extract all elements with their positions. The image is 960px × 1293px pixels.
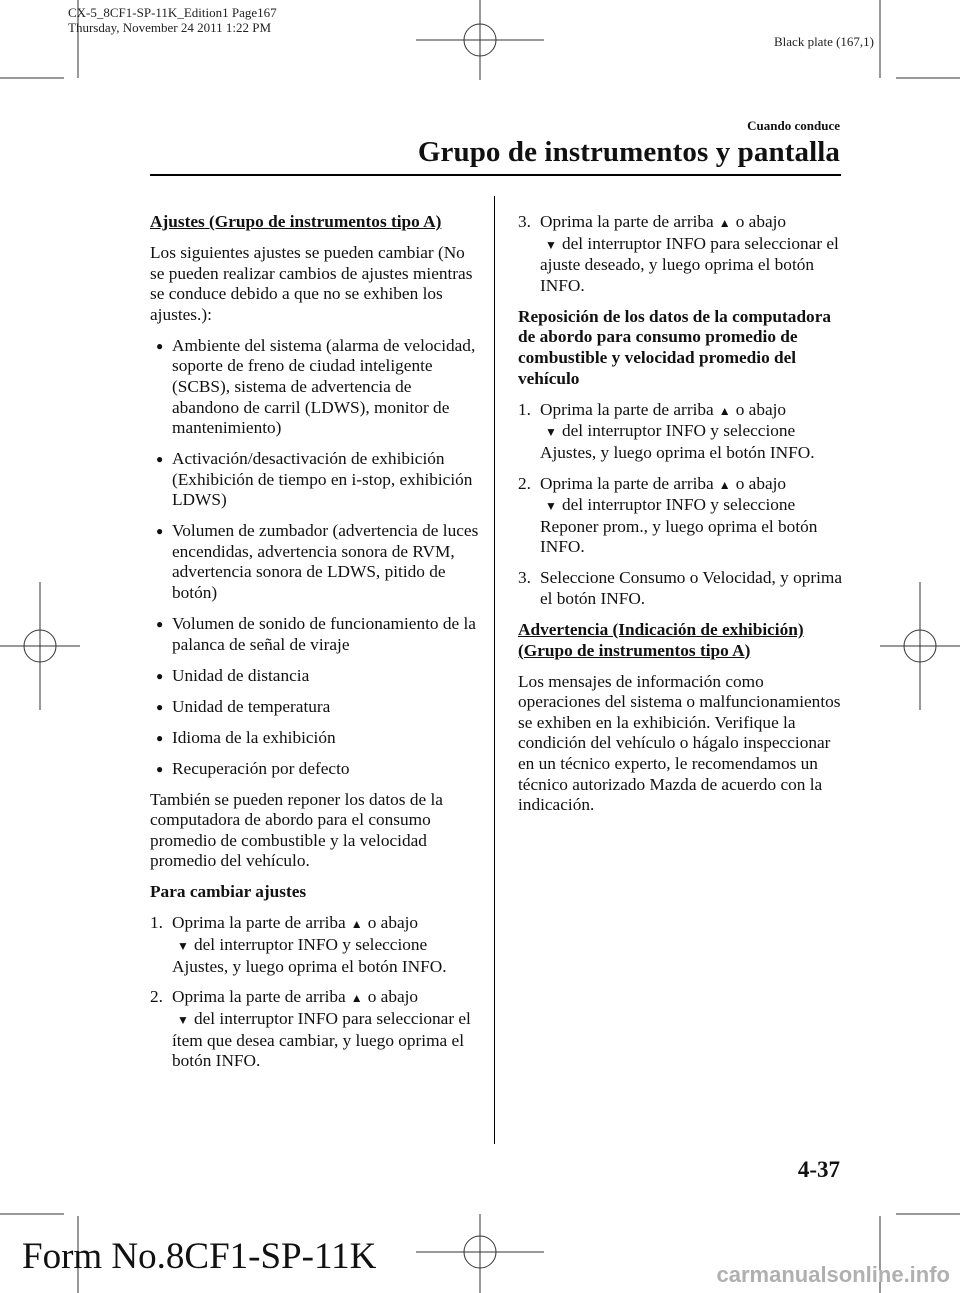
- step-text-a: Oprima la parte de arriba: [540, 212, 714, 231]
- print-meta-date: Thursday, November 24 2011 1:22 PM: [68, 20, 272, 35]
- watermark: carmanualsonline.info: [716, 1262, 950, 1287]
- bullet-icon: ●: [156, 452, 164, 467]
- header-rule: [150, 174, 841, 176]
- step-item: [518, 568, 843, 609]
- step-text-c: del interruptor INFO para seleccionar el ítem que desea cambiar, y luego oprima el botón INFO.: [172, 1009, 471, 1071]
- step-item: [518, 474, 843, 558]
- settings-intro: Los siguientes ajustes se pueden cambiar (No se pueden realizar cambios de ajustes mientras se conduce debido a que no se exhiben los ajustes.):: [150, 242, 473, 324]
- step-text-a: Oprima la parte de arriba: [172, 987, 346, 1007]
- list-item-text: Activación/desactivación de exhibición (Exhibición de tiempo en i-stop, exhibición LDWS): [172, 449, 473, 510]
- reset-note: También se pueden reponer los datos de la computadora de abordo para el consumo promedio de combustible y la velocidad promedio del vehículo.: [150, 789, 443, 871]
- list-item-text: Unidad de temperatura: [172, 696, 331, 716]
- list-item: [150, 697, 480, 718]
- step-text: Seleccione Consumo o Velocidad, y oprima el botón INFO.: [540, 568, 843, 609]
- step-text-b: o abajo: [367, 987, 419, 1007]
- step-text-b: o abajo: [735, 473, 787, 493]
- down-arrow-icon: ▼: [177, 938, 189, 953]
- list-item-text: Idioma de la exhibición: [172, 727, 336, 747]
- list-item-text: Recuperación por defecto: [172, 758, 350, 778]
- list-item: [150, 449, 480, 511]
- up-arrow-icon: ▲: [718, 477, 731, 492]
- list-item: [150, 728, 480, 749]
- plate-label: Black plate (167,1): [774, 34, 874, 49]
- down-arrow-icon: ▼: [545, 237, 557, 252]
- up-arrow-icon: ▲: [718, 216, 731, 230]
- up-arrow-icon: ▲: [718, 403, 731, 418]
- print-meta-file: CX-5_8CF1-SP-11K_Edition1 Page167: [68, 5, 277, 20]
- section-label: Cuando conduce: [747, 118, 840, 133]
- step-number: 1.: [150, 913, 163, 933]
- warning-text: Los mensajes de información como operaciones del sistema o malfuncionamientos se exhiben en la exhibición. Verifique la condición del vehículo o hágalo inspeccionar en un técnico experto, le recomendamos un técnico autorizado Mazda de acuerdo con la indicación.: [518, 671, 841, 815]
- bullet-icon: ●: [156, 524, 164, 539]
- list-item: [150, 666, 480, 687]
- list-item: [150, 336, 480, 439]
- bullet-icon: ●: [156, 338, 164, 353]
- bullet-icon: ●: [156, 730, 164, 745]
- step-text-c: del interruptor INFO y seleccione Ajustes, y luego oprima el botón INFO.: [172, 934, 447, 976]
- step-number: 2.: [518, 473, 531, 493]
- step-item: [150, 913, 480, 977]
- page-number: 4-37: [797, 1157, 840, 1182]
- down-arrow-icon: ▼: [177, 1013, 189, 1028]
- bullet-icon: ●: [156, 699, 164, 714]
- step-text-b: o abajo: [367, 913, 419, 933]
- list-item-text: Volumen de zumbador (advertencia de luces encendidas, advertencia sonora de RVM, advertencia sonora de LDWS, pitido de botón): [172, 521, 479, 603]
- bullet-icon: ●: [156, 617, 164, 632]
- step-text-c: del interruptor INFO y seleccione Reponer prom., y luego oprima el botón INFO.: [540, 495, 818, 557]
- warning-heading: Advertencia (Indicación de exhibición) (Grupo de instrumentos tipo A): [518, 620, 804, 660]
- step-item: [518, 400, 843, 464]
- step-item: [518, 212, 843, 296]
- step-text-c: del interruptor INFO para seleccionar el ajuste deseado, y luego oprima el botón INFO.: [540, 233, 839, 295]
- list-item-text: Ambiente del sistema (alarma de velocidad, soporte de freno de ciudad inteligente (SCBS), sistema de advertencia de abandono de carril (LDWS), monitor de mantenimiento): [172, 335, 476, 438]
- down-arrow-icon: ▼: [545, 499, 557, 514]
- change-settings-heading: Para cambiar ajustes: [150, 882, 307, 902]
- settings-heading: Ajustes (Grupo de instrumentos tipo A): [150, 212, 442, 231]
- list-item: [150, 759, 480, 780]
- step-text-c: del interruptor INFO y seleccione Ajustes, y luego oprima el botón INFO.: [540, 421, 815, 462]
- step-number: 3.: [518, 212, 531, 231]
- up-arrow-icon: ▲: [350, 917, 363, 932]
- step-number: 3.: [518, 568, 531, 588]
- step-text-a: Oprima la parte de arriba: [540, 399, 714, 419]
- step-text-b: o abajo: [735, 399, 787, 419]
- down-arrow-icon: ▼: [545, 425, 557, 440]
- print-meta: [68, 5, 277, 35]
- step-text-a: Oprima la parte de arriba: [172, 913, 346, 933]
- list-item-text: Volumen de sonido de funcionamiento de la palanca de señal de viraje: [172, 614, 476, 654]
- form-number: Form No.8CF1-SP-11K: [22, 1236, 377, 1277]
- step-number: 1.: [518, 399, 531, 419]
- bullet-icon: ●: [156, 668, 164, 683]
- page-title: Grupo de instrumentos y pantalla: [417, 136, 840, 168]
- list-item: [150, 521, 480, 603]
- list-item: [150, 614, 480, 655]
- up-arrow-icon: ▲: [350, 991, 363, 1006]
- step-item: [150, 987, 480, 1071]
- list-item-text: Unidad de distancia: [172, 665, 310, 685]
- step-number: 2.: [150, 987, 163, 1007]
- step-text-a: Oprima la parte de arriba: [540, 473, 714, 493]
- left-column: [150, 212, 480, 1082]
- right-column: [518, 212, 843, 826]
- bullet-icon: ●: [156, 761, 164, 776]
- step-text-b: o abajo: [735, 212, 787, 231]
- column-divider: [494, 196, 495, 1144]
- reset-data-heading: Reposición de los datos de la computadora de abordo para consumo promedio de combustible y velocidad promedio del vehículo: [518, 306, 832, 388]
